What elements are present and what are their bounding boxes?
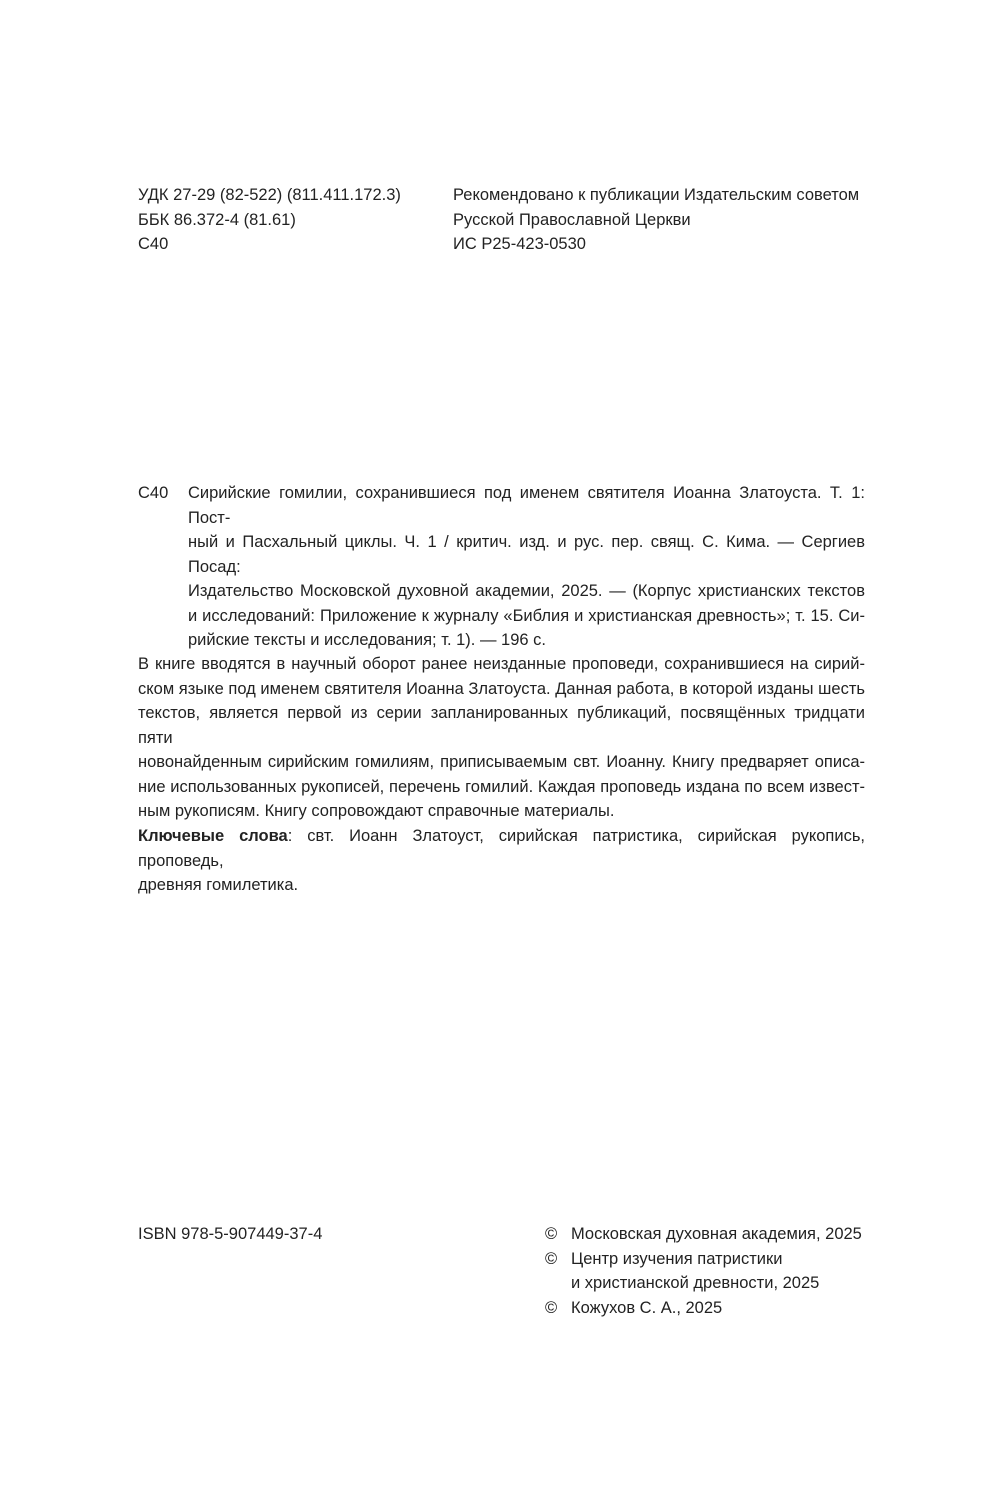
entry-line: ный и Пасхальный циклы. Ч. 1 / критич. изд. и рус. пер. свящ. С. Кима. — Сергиев Посад: [188,533,865,576]
udk-code: УДК 27-29 (82-522) (811.411.172.3) [138,186,401,204]
copyright-icon: © [545,1225,558,1243]
copyright-notices [545,1222,875,1320]
copyright-holder: и христианской древности, 2025 [571,1274,820,1292]
keywords-list: : свт. Иоанн Златоуст, сирийская патристика, сирийская рукопись, проповедь, [138,827,865,870]
annotation-line: текстов, является первой из серии запланированных публикаций, посвящённых тридцати пяти [138,704,865,747]
annotation-line: новонайденным сирийским гомилиям, приписываемым свт. Иоанну. Книгу предваряет описа- [138,753,865,771]
entry-line: рийские тексты и исследования; т. 1). — 196 с. [188,631,546,649]
recommendation-line: Русской Православной Церкви [453,210,691,229]
copyright-item [545,1247,875,1296]
recommendation-line: ИС Р25-423-0530 [453,235,586,253]
entry-line: Сирийские гомилии, сохранившиеся под именем святителя Иоанна Златоуста. Т. 1: Пост- [188,484,865,527]
annotation [138,652,865,824]
copyright-icon: © [545,1249,558,1268]
keywords-line [138,824,865,873]
entry-code: С40 [138,484,169,502]
copyright-icon: © [545,1298,558,1317]
keywords-line: древняя гомилетика. [138,876,299,894]
keywords [138,824,865,898]
entry-description [188,481,865,653]
copyright-holder: Московская духовная академия, 2025 [571,1225,862,1243]
copyright-holder: Кожухов С. А., 2025 [571,1298,723,1317]
isbn [138,1222,438,1247]
entry-line: Издательство Московской духовной академии, 2025. — (Корпус христианских текстов [188,582,865,600]
annotation-line: В книге вводятся в научный оборот ранее неизданные проповеди, сохранившиеся на сирий- [138,655,865,673]
entry-line: и исследований: Приложение к журналу «Библия и христианская древность»; т. 15. Си- [188,606,865,625]
annotation-line: ние использованных рукописей, перечень гомилий. Каждая проповедь издана по всем извест- [138,777,865,796]
keywords-label: Ключевые слова [138,827,288,845]
annotation-line: ным рукописям. Книгу сопровождают справочные материалы. [138,802,615,820]
recommendation-line: Рекомендовано к публикации Издательским советом [453,186,860,204]
author-code: С40 [138,235,169,253]
copyright-item [545,1222,875,1247]
copyright-item [545,1296,875,1321]
isbn-number: ISBN 978-5-907449-37-4 [138,1225,323,1243]
copyright-holder: Центр изучения патристики [571,1249,783,1268]
classification-codes [138,183,438,257]
annotation-line: ском языке под именем святителя Иоанна Златоуста. Данная работа, в которой изданы шесть [138,679,865,698]
bbk-code: ББК 86.372-4 (81.61) [138,210,296,229]
publication-recommendation [453,183,873,257]
